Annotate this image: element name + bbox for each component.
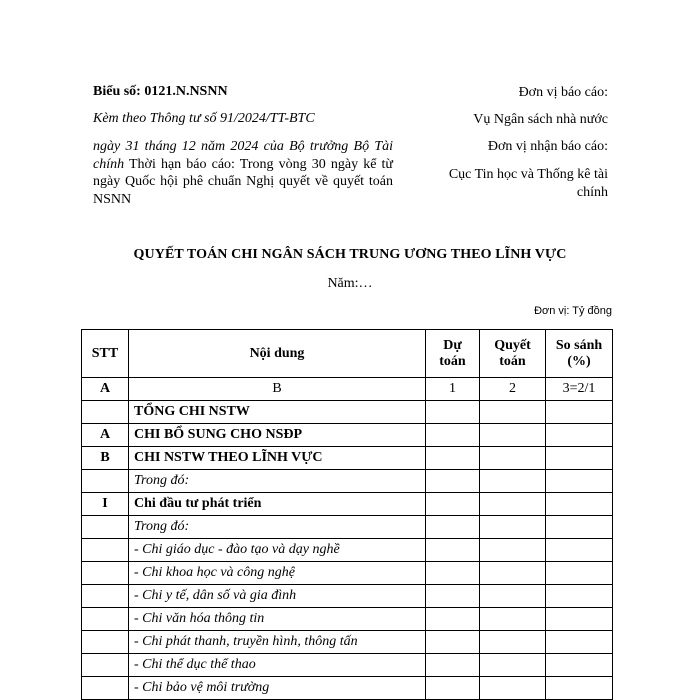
settlement-cell <box>480 470 546 493</box>
estimate-cell <box>426 677 480 700</box>
index-cell: 2 <box>480 378 546 401</box>
row-content: CHI BỔ SUNG CHO NSĐP <box>129 424 426 447</box>
header-estimate: Dự toán <box>426 330 480 378</box>
row-stt: A <box>82 424 129 447</box>
table-header-row <box>82 330 613 378</box>
table-row <box>82 631 613 654</box>
report-deadline: Thời hạn báo cáo: Trong vòng 30 ngày kể từ ngày Quốc hội phê chuẩn Nghị quyết về quyết toán NSNN <box>93 156 394 207</box>
compare-cell <box>546 585 613 608</box>
row-content: - Chi phát thanh, truyền hình, thông tấn <box>129 631 426 654</box>
table-row <box>82 401 613 424</box>
table-row <box>82 677 613 700</box>
decision-reference: ngày 31 tháng 12 năm 2024 của Bộ trưởng Bộ Tài chính <box>93 139 393 172</box>
report-title: QUYẾT TOÁN CHI NGÂN SÁCH TRUNG ƯƠNG THEO LĨNH VỰC <box>133 247 567 262</box>
estimate-cell <box>426 608 480 631</box>
compare-cell <box>546 654 613 677</box>
settlement-table <box>81 329 613 700</box>
row-stt <box>82 562 129 585</box>
report-deadline-block <box>93 138 393 208</box>
table-row <box>82 470 613 493</box>
settlement-cell <box>480 654 546 677</box>
compare-cell <box>546 493 613 516</box>
estimate-cell <box>426 493 480 516</box>
settlement-cell <box>480 516 546 539</box>
row-stt: B <box>82 447 129 470</box>
row-content: CHI NSTW THEO LĨNH VỰC <box>129 447 426 470</box>
settlement-cell <box>480 401 546 424</box>
reporting-unit-label: Đơn vị báo cáo: <box>518 85 608 100</box>
row-stt <box>82 401 129 424</box>
estimate-cell <box>426 401 480 424</box>
compare-cell <box>546 562 613 585</box>
estimate-cell <box>426 470 480 493</box>
table-row <box>82 424 613 447</box>
row-stt: I <box>82 493 129 516</box>
table-row <box>82 654 613 677</box>
table-row <box>82 608 613 631</box>
table-row <box>82 562 613 585</box>
compare-cell <box>546 631 613 654</box>
row-content: Trong đó: <box>129 470 426 493</box>
receiving-unit-label: Đơn vị nhận báo cáo: <box>487 139 608 154</box>
index-cell: A <box>82 378 129 401</box>
row-stt <box>82 654 129 677</box>
header-content: Nội dung <box>129 330 426 378</box>
currency-unit: Đơn vị: Tỷ đồng <box>534 305 612 317</box>
table-row <box>82 516 613 539</box>
receiving-unit: Cục Tin học và Thống kê tài chính <box>448 167 608 200</box>
compare-cell <box>546 608 613 631</box>
settlement-cell <box>480 493 546 516</box>
estimate-cell <box>426 654 480 677</box>
index-cell: 1 <box>426 378 480 401</box>
row-stt <box>82 516 129 539</box>
compare-cell <box>546 539 613 562</box>
settlement-cell <box>480 608 546 631</box>
reporting-unit: Vụ Ngân sách nhà nước <box>473 112 608 127</box>
settlement-cell <box>480 562 546 585</box>
settlement-cell <box>480 447 546 470</box>
header-compare: So sánh (%) <box>546 330 613 378</box>
row-stt <box>82 470 129 493</box>
row-content: Chi đầu tư phát triển <box>129 493 426 516</box>
table-row <box>82 447 613 470</box>
settlement-cell <box>480 424 546 447</box>
row-stt <box>82 677 129 700</box>
estimate-cell <box>426 585 480 608</box>
settlement-cell <box>480 539 546 562</box>
estimate-cell <box>426 562 480 585</box>
table-row <box>82 493 613 516</box>
compare-cell <box>546 424 613 447</box>
row-stt <box>82 608 129 631</box>
row-stt <box>82 631 129 654</box>
estimate-cell <box>426 447 480 470</box>
settlement-cell <box>480 585 546 608</box>
row-content: - Chi y tế, dân số và gia đình <box>129 585 426 608</box>
row-content: - Chi khoa học và công nghệ <box>129 562 426 585</box>
row-stt <box>82 539 129 562</box>
row-stt <box>82 585 129 608</box>
estimate-cell <box>426 631 480 654</box>
settlement-cell <box>480 631 546 654</box>
table-row <box>82 539 613 562</box>
compare-cell <box>546 470 613 493</box>
compare-cell <box>546 401 613 424</box>
row-content: - Chi văn hóa thông tin <box>129 608 426 631</box>
table-row <box>82 585 613 608</box>
column-index-row <box>82 378 613 401</box>
row-content: TỔNG CHI NSTW <box>129 401 426 424</box>
estimate-cell <box>426 539 480 562</box>
row-content: - Chi bảo vệ môi trường <box>129 677 426 700</box>
compare-cell <box>546 677 613 700</box>
estimate-cell <box>426 424 480 447</box>
estimate-cell <box>426 516 480 539</box>
row-content: - Chi thể dục thể thao <box>129 654 426 677</box>
compare-cell <box>546 516 613 539</box>
form-code: Biểu số: 0121.N.NSNN <box>93 84 228 99</box>
row-content: - Chi giáo dục - đào tạo và dạy nghề <box>129 539 426 562</box>
circular-reference: Kèm theo Thông tư số 91/2024/TT-BTC <box>93 111 315 126</box>
settlement-cell <box>480 677 546 700</box>
report-year: Năm:… <box>327 276 373 291</box>
header-settlement: Quyết toán <box>480 330 546 378</box>
index-cell: B <box>129 378 426 401</box>
header-stt: STT <box>82 330 129 378</box>
row-content: Trong đó: <box>129 516 426 539</box>
index-cell: 3=2/1 <box>546 378 613 401</box>
compare-cell <box>546 447 613 470</box>
